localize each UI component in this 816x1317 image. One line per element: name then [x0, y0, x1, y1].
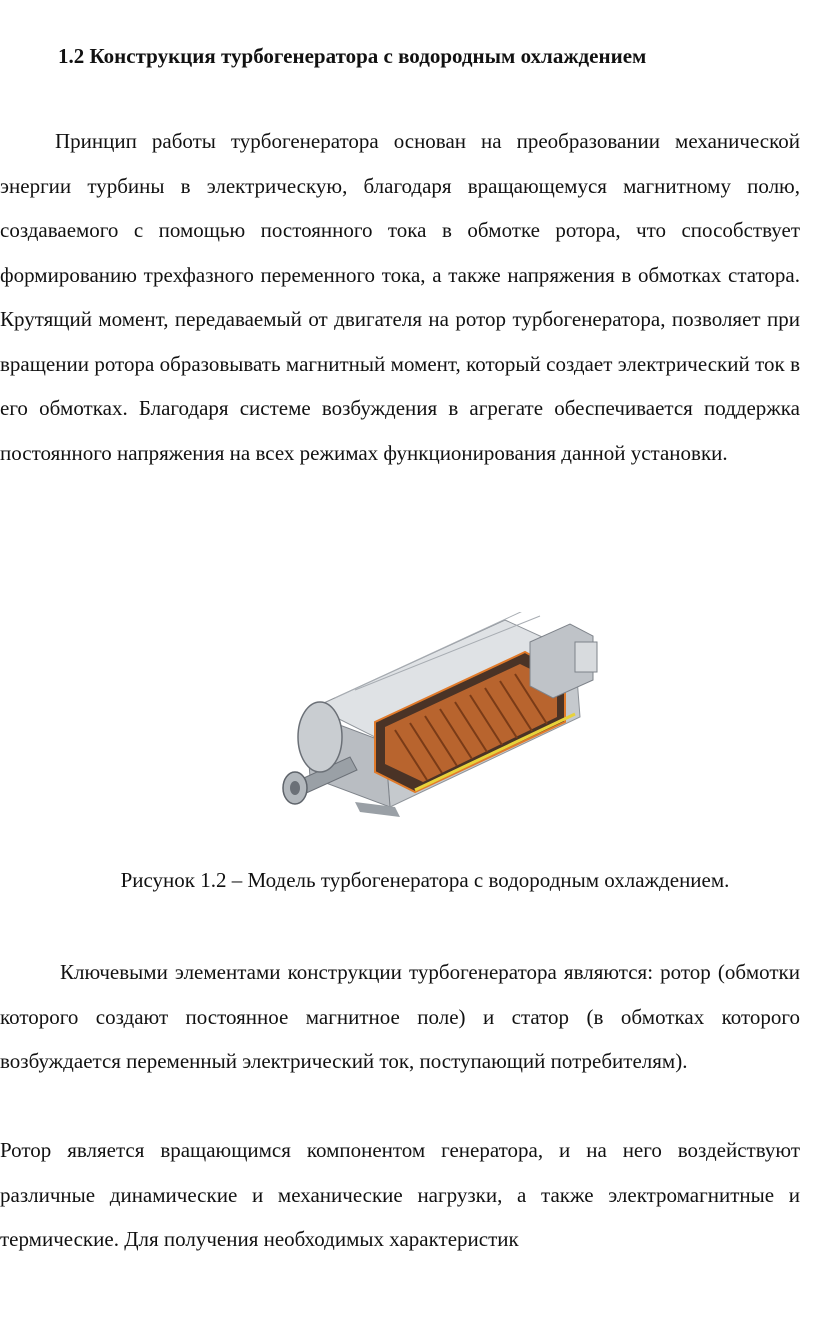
figure-caption: Рисунок 1.2 – Модель турбогенератора с водородным охлаждением.: [120, 868, 730, 892]
paragraph-key-elements: Ключевыми элементами конструкции турбогенератора являются: ротор (обмотки которого создают постоянное магнитное поле) и статор (в обмотках которого возбуждается переменный электрический ток, поступающий потребителям).: [0, 960, 800, 1073]
end-shield: [298, 702, 342, 772]
section-heading: 1.2 Конструкция турбогенератора с водородным охлаждением: [58, 44, 647, 68]
paragraph-principle: Принцип работы турбогенератора основан на преобразовании механической энергии турбины в электрическую, благодаря вращающемуся магнитному полю, создаваемого с помощью постоянного тока в обмотке ротора, что способствует формированию трехфазного переменного тока, а также напряжения в обмотках статора. Крутящий момент, передаваемый от двигателя на ротор турбогенератора, позволяет при вращении ротора образовывать магнитный момент, который создает электрический ток в его обмотках. Благодаря системе возбуждения в агрегате обеспечивается поддержка постоянного напряжения на всех режимах функционирования данной установки.: [0, 129, 800, 465]
paragraph-rotor: Ротор является вращающимся компонентом генератора, и на него воздействуют различные динамические и механические нагрузки, а также электромагнитные и термические. Для получения необходимых характеристик: [0, 1138, 800, 1251]
turbogenerator-figure: [275, 612, 605, 822]
exciter-housing: [530, 624, 597, 698]
